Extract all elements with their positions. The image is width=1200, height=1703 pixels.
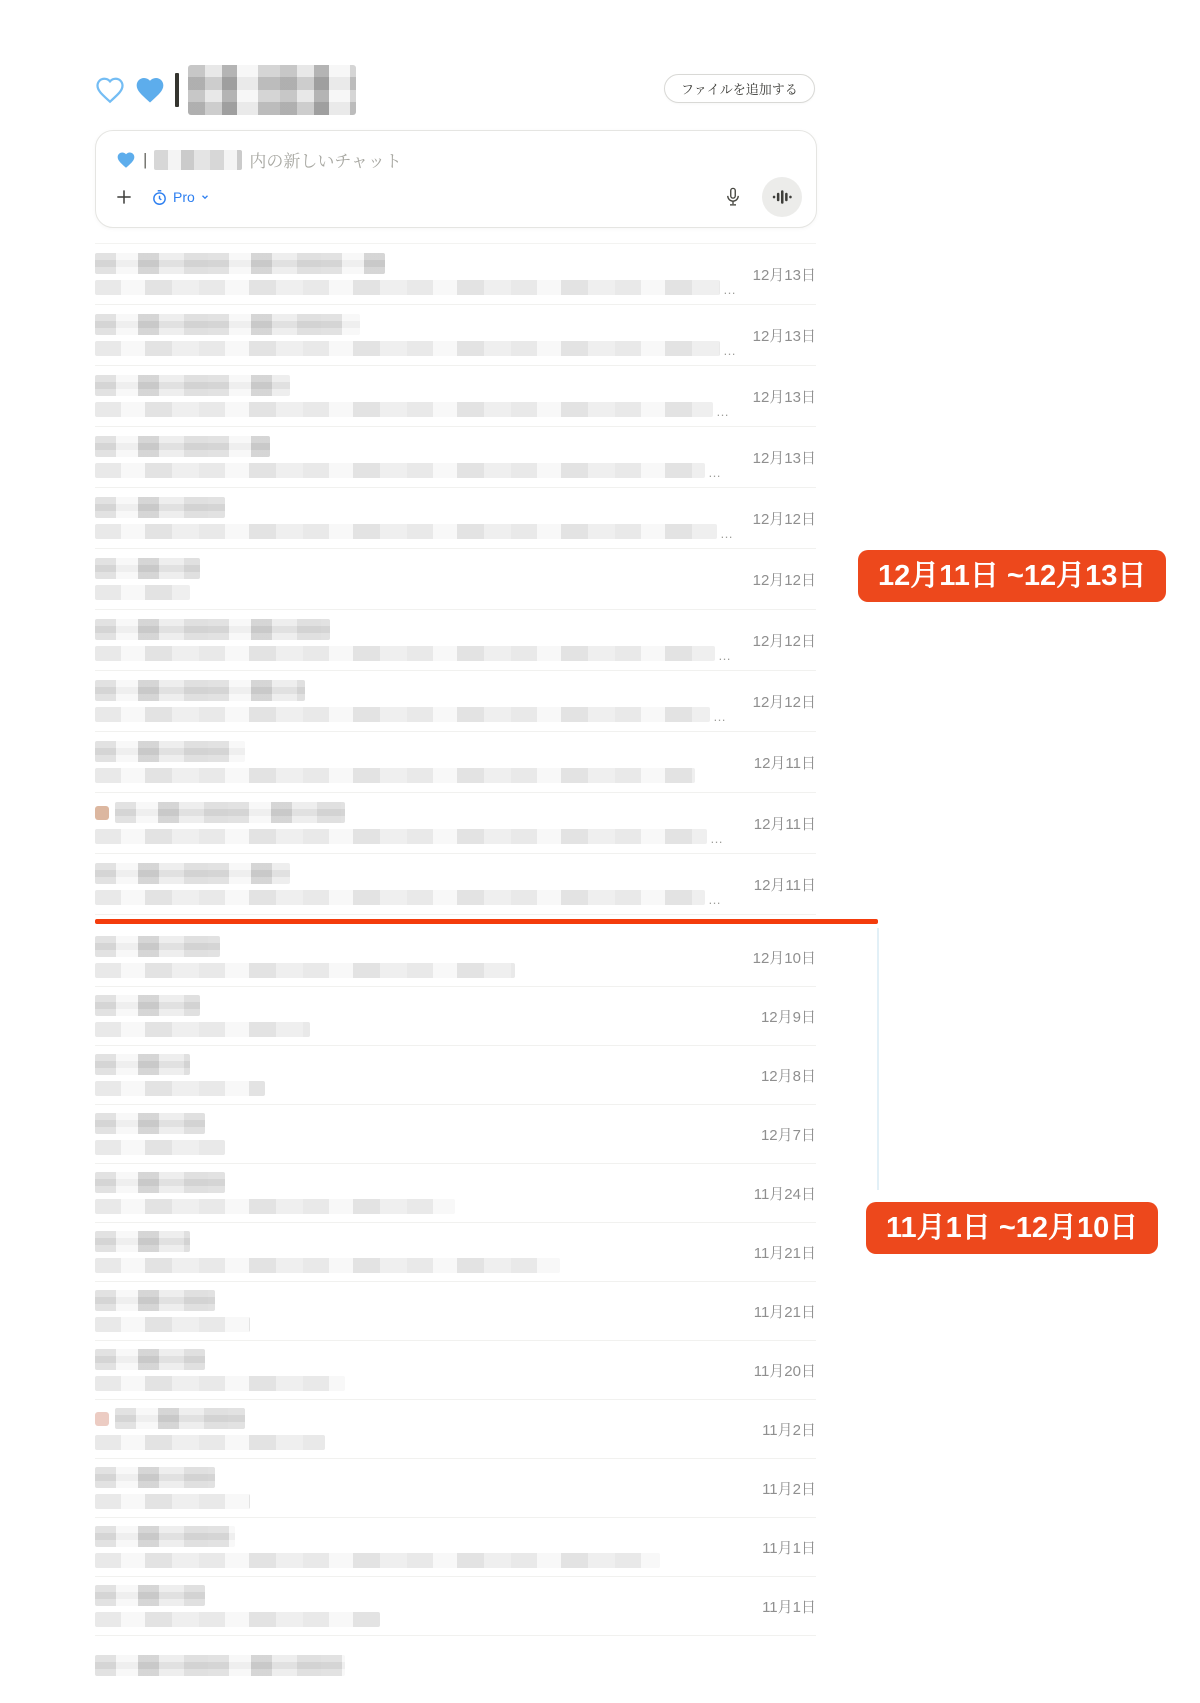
- plus-icon: [114, 187, 134, 207]
- chat-item-date: 12月13日: [752, 327, 816, 345]
- redacted-chat-title: [95, 1467, 215, 1488]
- chat-list-item[interactable]: [95, 671, 816, 732]
- chat-item-date: 11月20日: [753, 1362, 816, 1380]
- chat-list-item[interactable]: [95, 366, 816, 427]
- redacted-chat-preview: [95, 890, 705, 905]
- chat-list-recent: [95, 243, 816, 915]
- redacted-chat-title: [95, 1172, 225, 1193]
- chat-item-date: 12月8日: [760, 1067, 816, 1085]
- chat-list-older: [95, 928, 816, 1694]
- redacted-chat-title: [95, 741, 245, 762]
- redacted-chat-preview: [95, 1317, 250, 1332]
- chat-item-date: 11月21日: [753, 1244, 816, 1262]
- chat-item-date: 12月12日: [752, 693, 816, 711]
- redacted-chat-title: [95, 936, 220, 957]
- dictation-button[interactable]: [719, 183, 747, 211]
- truncation-ellipsis: …: [716, 404, 729, 419]
- redacted-chat-preview: [95, 1376, 345, 1391]
- chat-item-date: 12月12日: [752, 632, 816, 650]
- redacted-chat-title: [95, 863, 290, 884]
- chat-item-date: 12月13日: [752, 388, 816, 406]
- attach-plus-button[interactable]: [112, 185, 136, 209]
- redacted-chat-preview: [95, 707, 710, 722]
- chat-list-item[interactable]: [95, 1341, 816, 1400]
- chat-item-emoji-icon: [95, 806, 109, 820]
- redacted-chat-preview: [95, 1140, 225, 1155]
- redacted-chat-preview: [95, 1258, 560, 1273]
- chat-list-item[interactable]: [95, 427, 816, 488]
- truncation-ellipsis: …: [713, 709, 726, 724]
- truncation-ellipsis: …: [723, 343, 736, 358]
- chat-item-date: 12月12日: [752, 510, 816, 528]
- redacted-chat-preview: [95, 829, 707, 844]
- redacted-chat-title: [95, 680, 305, 701]
- chat-list-item[interactable]: [95, 1223, 816, 1282]
- redacted-chat-title: [95, 314, 360, 335]
- chat-list-item[interactable]: [95, 488, 816, 549]
- project-title: [95, 64, 356, 116]
- chat-list-item[interactable]: [95, 549, 816, 610]
- redacted-chat-preview: [95, 402, 713, 417]
- redacted-chat-title: [95, 375, 290, 396]
- add-file-button[interactable]: ファイルを追加する: [664, 74, 815, 103]
- redacted-chat-title: [95, 619, 330, 640]
- chat-list-item[interactable]: [95, 928, 816, 987]
- chat-item-date: 12月11日: [753, 815, 816, 833]
- composer-input[interactable]: [116, 147, 402, 172]
- redacted-chat-title: [95, 1349, 205, 1370]
- model-label: Pro: [173, 189, 195, 205]
- redacted-chat-preview: [95, 963, 515, 978]
- placeholder-separator: |: [143, 149, 148, 169]
- chat-item-date: 11月2日: [762, 1421, 816, 1439]
- redacted-chat-preview: [95, 768, 695, 783]
- truncation-ellipsis: …: [708, 465, 721, 480]
- date-range-badge-bottom: 11月1日 ~12月10日: [866, 1202, 1158, 1254]
- chat-list-item[interactable]: [95, 1400, 816, 1459]
- redacted-chat-title: [95, 1113, 205, 1134]
- chat-item-date: 11月1日: [762, 1598, 816, 1616]
- redacted-chat-title: [95, 1231, 190, 1252]
- chat-list-item[interactable]: [95, 1459, 816, 1518]
- chat-list-item[interactable]: [95, 1164, 816, 1223]
- voice-mode-button[interactable]: [762, 177, 802, 217]
- chat-item-emoji-icon: [95, 1412, 109, 1426]
- chat-list-item[interactable]: [95, 1282, 816, 1341]
- redacted-chat-title: [95, 253, 385, 274]
- redacted-chat-title: [95, 1655, 345, 1676]
- redacted-chat-preview: [95, 524, 717, 539]
- chat-list-item[interactable]: [95, 610, 816, 671]
- microphone-icon: [724, 185, 742, 209]
- redacted-chat-preview: [95, 646, 715, 661]
- composer-placeholder: 内の新しいチャット: [249, 152, 402, 171]
- chat-list-item[interactable]: [95, 305, 816, 366]
- date-range-badge-top: 12月11日 ~12月13日: [858, 550, 1166, 602]
- truncation-ellipsis: …: [710, 831, 723, 846]
- redacted-chat-preview: [95, 280, 720, 295]
- redacted-chat-title: [95, 1526, 235, 1547]
- chat-item-date: 12月13日: [752, 266, 816, 284]
- chat-item-date: 12月12日: [752, 571, 816, 589]
- chat-list-item[interactable]: [95, 987, 816, 1046]
- chat-list-item[interactable]: [95, 1577, 816, 1636]
- chat-list-item[interactable]: [95, 244, 816, 305]
- date-divider-line: [95, 919, 878, 924]
- chat-item-date: 12月9日: [760, 1008, 816, 1026]
- blue-heart-icon: [134, 74, 166, 106]
- chat-item-date: 12月13日: [752, 449, 816, 467]
- redacted-chat-title: [95, 1585, 205, 1606]
- redacted-chat-preview: [95, 1022, 310, 1037]
- redacted-chat-preview: [95, 1612, 380, 1627]
- redacted-chat-title: [95, 497, 225, 518]
- heart-outline-icon: [95, 75, 125, 105]
- chat-list-item[interactable]: [95, 1046, 816, 1105]
- truncation-ellipsis: …: [720, 526, 733, 541]
- redacted-chat-title: [95, 1290, 215, 1311]
- chat-list-item[interactable]: [95, 793, 816, 854]
- redacted-placeholder-name: [154, 150, 242, 170]
- chat-list-item[interactable]: [95, 1105, 816, 1164]
- model-selector[interactable]: [151, 189, 210, 206]
- waveform-icon: [772, 187, 792, 207]
- chat-list-item[interactable]: [95, 1636, 816, 1694]
- truncation-ellipsis: …: [718, 648, 731, 663]
- redacted-chat-preview: [95, 585, 190, 600]
- screenshot-edge-line: [877, 928, 879, 1190]
- chat-item-date: 11月24日: [753, 1185, 816, 1203]
- redacted-chat-title: [95, 558, 200, 579]
- redacted-chat-preview: [95, 1435, 325, 1450]
- chat-item-date: 12月11日: [753, 754, 816, 772]
- chat-item-date: 11月21日: [753, 1303, 816, 1321]
- composer-card[interactable]: [95, 130, 817, 228]
- chat-item-date: 11月2日: [762, 1480, 816, 1498]
- redacted-chat-title: [95, 1054, 190, 1075]
- truncation-ellipsis: …: [708, 892, 721, 907]
- redacted-chat-preview: [95, 341, 720, 356]
- blue-heart-icon: [116, 150, 136, 170]
- redacted-chat-preview: [95, 1081, 265, 1096]
- chat-item-date: 12月10日: [752, 949, 816, 967]
- redacted-chat-title: [115, 802, 345, 823]
- chat-item-date: 12月11日: [753, 876, 816, 894]
- chat-list-item[interactable]: [95, 1518, 816, 1577]
- redacted-chat-preview: [95, 463, 705, 478]
- redacted-chat-title: [115, 1408, 245, 1429]
- title-separator-bar: [175, 73, 179, 107]
- chat-item-date: 11月1日: [762, 1539, 816, 1557]
- chat-list-item[interactable]: [95, 732, 816, 793]
- chat-list-item[interactable]: [95, 854, 816, 915]
- redacted-chat-title: [95, 436, 270, 457]
- composer-toolbar: [112, 177, 802, 217]
- chat-item-date: 12月7日: [760, 1126, 816, 1144]
- truncation-ellipsis: …: [723, 282, 736, 297]
- redacted-chat-title: [95, 995, 200, 1016]
- redacted-chat-preview: [95, 1553, 660, 1568]
- redacted-chat-preview: [95, 1199, 455, 1214]
- redacted-project-name: [188, 65, 356, 115]
- stopwatch-icon: [151, 189, 168, 206]
- redacted-chat-preview: [95, 1494, 250, 1509]
- chevron-down-icon: [200, 192, 210, 202]
